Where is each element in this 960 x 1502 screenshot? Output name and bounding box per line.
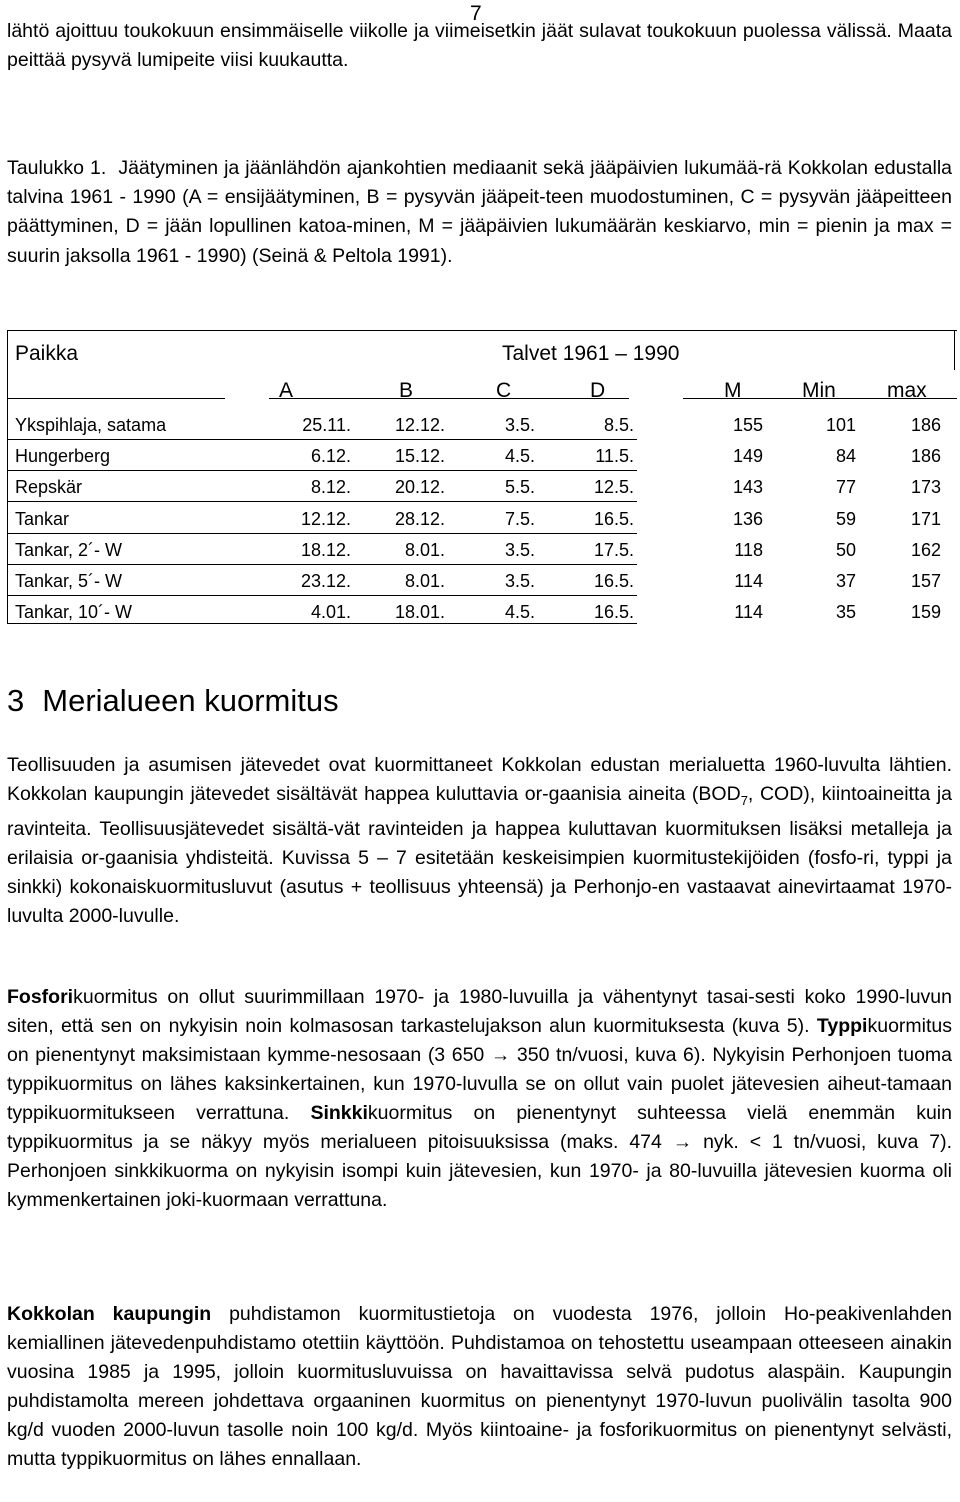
paragraph-phosphorus-nitrogen-zinc [7,983,952,1215]
cell-a: 18.12. [300,539,351,560]
paragraph-text: puhdistamon kuormitustietoja on vuodesta 1976, jolloin Ho-peakivenlahden kemiallinen jätevedenpuhdistamo otettiin käyttöön. Puhdistamoa on tehostettu useampaan otteeseen ainakin vuosina 1985 ja 1995, jolloin kuormitusluvuissa on havaittavissa selvä pudotus alaspäin. Kaupungin puhdistamolta mereen johdettava orgaaninen kuormitus on pienentynyt 1970-luvun puolivälin tasolta 900 kg/d vuoden 2000-luvun tasolle noin 100 kg/d. Myös kiintoaine- ja fosforikuormitus on pienentynyt selvästi, mutta typpikuormitus on lähes ennallaan. [7,1303,953,1470]
cell-min: 59 [835,508,856,529]
header-rule [269,398,629,399]
cell-place: Hungerberg [15,446,111,467]
header-col-max: max [887,379,927,402]
cell-m: 114 [734,602,763,623]
cell-c: 3.5. [504,539,535,560]
cell-place: Tankar, 5´- W [15,571,123,591]
cell-min: 84 [835,446,856,467]
row-rule [7,564,637,565]
paragraph-text: 350 tn/vuosi, kuva 6). Nykyisin Perhonjoen tuoma typpikuormitus on lähes kaksinkertainen, kun 1970-luvulla se on ollut vain puolet jätevesien aiheut-tamaan typpikuormitukseen verrattuna. [7,1044,952,1124]
cell-min: 35 [835,602,856,623]
header-col-d: D [590,379,606,402]
cell-d: 12.5. [593,477,634,498]
right-arrow-icon: → [490,1044,511,1066]
paragraph-kokkola-city [7,1300,952,1474]
cell-min: 50 [835,539,856,560]
cell-place: Ykspihlaja, satama [15,415,167,435]
cell-place: Tankar [15,508,70,529]
cell-place: Tankar, 2´- W [15,539,123,560]
header-period: Talvet 1961 – 1990 [502,342,680,365]
cell-min: 77 [835,477,856,498]
header-col-min: Min [802,379,836,402]
table-border-right [954,330,955,370]
cell-max: 171 [910,508,941,529]
cell-c: 7.5. [504,508,535,529]
cell-m: 118 [734,539,763,560]
cell-a: 25.11. [302,415,351,435]
cell-m: 114 [734,571,763,591]
cell-a: 8.12. [310,477,351,498]
paragraph-text: , COD), kiintoaineitta ja ravinteita. Teollisuusjätevedet sisältä-vät ravinteiden ja happea kuluttavan kuormituksen lisäksi metalleja ja erilaisia or-gaanisia yhdisteitä. Kuvissa 5 – 7 esitetään keskeisimpien kuormitustekijöiden (fosfo-ri, typpi ja sinkki) kokonaiskuormitusluvut (asutus + teollisuus yhteensä) ja Perhonjo-en vastaavat ainevirtaamat 1970-luvulta 2000-luvulle. [7,783,952,927]
paragraph-text: kuormitus on ollut suurimmillaan 1970- ja 1980-luvuilla ja vähentynyt tasai-sesti koko 1990-luvun siten, että sen on nykyisin noin kolmasosan tarkastelujakson alun kuormituksesta (kuva 5). [7,986,952,1037]
paragraph-text: nyk. < 1 tn/vuosi, kuva 7). Perhonjoen sinkkikuorma on nykyisin isompi kuin jätevesien, kun 1970- ja 80-luvuilla jätevesien kuorma oli kymmenkertainen joki-kuormaan verrattuna. [7,1131,952,1211]
cell-d: 11.5. [595,446,634,467]
row-rule [7,533,637,534]
cell-place: Tankar, 10´- W [15,602,133,623]
cell-d: 16.5. [593,602,634,623]
cell-a: 12.12. [300,508,351,529]
right-arrow-icon: → [672,1131,693,1153]
table-caption-label: Taulukko 1. [7,157,107,179]
cell-c: 4.5. [504,602,535,623]
paragraph-text: kuormitus on pienentynyt suhteessa vielä enemmän kuin typpikuormitus ja se näkyy myös merialueen pitoisuuksissa (maks. 474 [7,1102,952,1153]
row-rule [7,595,637,596]
cell-m: 149 [732,446,763,467]
row-rule [7,470,637,471]
cell-a: 6.12. [310,446,351,467]
header-place: Paikka [15,342,79,365]
section-number: 3 [7,683,25,718]
row-rule [7,439,637,440]
section-title: Merialueen kuormitus [42,683,339,718]
cell-b: 20.12. [394,477,445,498]
cell-max: 159 [910,602,941,623]
cell-min: 101 [825,415,856,435]
bold-term-phosphorus: Fosfori [7,986,74,1008]
table-border-left [7,330,8,624]
bold-term-nitrogen: Typpi [816,1015,868,1037]
cell-max: 173 [910,477,941,498]
cell-min: 37 [835,571,856,591]
paragraph-load-intro [7,751,952,931]
header-rule [7,398,225,399]
header-col-b: B [399,379,414,402]
bold-term-kokkola: Kokkolan kaupungin [7,1303,212,1325]
header-col-a: A [279,379,294,402]
cell-m: 155 [732,415,763,435]
bold-term-zinc: Sinkki [310,1102,368,1124]
header-col-m: M [724,379,742,402]
cell-b: 8.01. [404,571,445,591]
header-col-c: C [496,379,512,402]
paragraph-text: kuormitus on pienentynyt maksimistaan kymme-nesosaan (3 650 [7,1015,952,1066]
intro-paragraph: lähtö ajoittuu toukokuun ensimmäiselle viikolle ja viimeisetkin jäät sulavat toukokuun puolessa välissä. Maata peittää pysyvä lumipeite viisi kuukautta. [7,20,952,71]
cell-m: 143 [732,477,763,498]
paragraph-text: Teollisuuden ja asumisen jätevedet ovat kuormittaneet Kokkolan edustan merialuetta 1960-luvulta lähtien. Kokkolan kaupungin jätevedet sisältävät happea kuluttavia or-gaanisia aineita (BOD [7,754,952,805]
cell-m: 136 [732,508,763,529]
cell-b: 12.12. [394,415,445,435]
header-rule [683,398,957,399]
cell-c: 4.5. [504,446,535,467]
subscript-text: 7 [740,792,748,808]
table-caption [7,154,952,271]
cell-b: 15.12. [394,446,445,467]
cell-max: 186 [910,446,941,467]
cell-c: 3.5. [504,415,535,435]
cell-max: 157 [910,571,941,591]
cell-max: 162 [910,539,941,560]
cell-c: 5.5. [504,477,535,498]
cell-d: 17.5. [593,539,634,560]
cell-d: 16.5. [593,571,634,591]
table-caption-text: Jäätyminen ja jäänlähdön ajankohtien mediaanit sekä jääpäivien lukumää-rä Kokkolan edustalla talvina 1961 - 1990 (A = ensijäätyminen, B = pysyvän jääpeit-teen muodostuminen, C = pysyvän jääpeitteen päättyminen, D = jään lopullinen katoa-minen, M = jääpäivien lukumäärän keskiarvo, min = pienin ja max = suurin jaksolla 1961 - 1990) (Seinä & Peltola 1991). [7,157,952,267]
cell-d: 8.5. [603,415,634,435]
section-heading [7,681,339,721]
row-rule [7,501,637,502]
table-border-top [7,330,957,331]
cell-place: Repskär [15,477,83,498]
cell-b: 28.12. [394,508,445,529]
cell-b: 8.01. [404,539,445,560]
cell-max: 186 [910,415,941,435]
page-number: 7 [470,2,482,25]
cell-a: 4.01. [310,602,351,623]
cell-b: 18.01. [394,602,445,623]
cell-a: 23.12. [300,571,351,591]
cell-d: 16.5. [593,508,634,529]
cell-c: 3.5. [504,571,535,591]
ice-table [7,330,957,626]
